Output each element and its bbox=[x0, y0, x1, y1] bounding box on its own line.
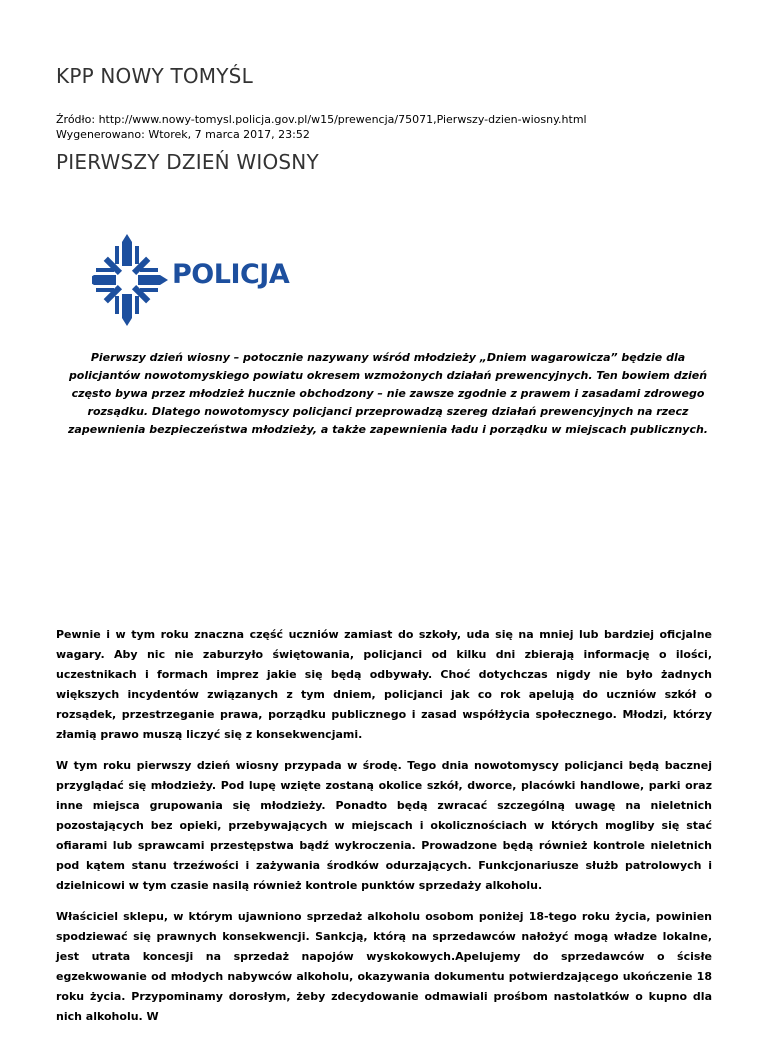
generated-line: Wygenerowano: Wtorek, 7 marca 2017, 23:52 bbox=[56, 128, 310, 141]
article-title: PIERWSZY DZIEŃ WIOSNY bbox=[56, 150, 319, 174]
body-paragraph: W tym roku pierwszy dzień wiosny przypada w środę. Tego dnia nowotomyscy policjanci będą bacznej przyglądać się młodzieży. Pod lupę wzięte zostaną okolice szkół, dworce, placówki handlowe, parki oraz inne miejsca grupowania się młodzieży. Ponadto będą zwracać szczególną uwagę na nieletnich pozostających bez opieki, przebywających w miejscach i okolicznościach w których mogliby się stać ofiarami lub sprawcami przestępstwa bądź wykroczenia. Prowadzone będą również kontrole nieletnich pod kątem stanu trzeźwości i zażywania środków odurzających. Funkcjonariusze służb patrolowych i dzielnicowi w tym czasie nasilą również kontrole punktów sprzedaży alkoholu. bbox=[56, 759, 712, 892]
source-line: Źródło: http://www.nowy-tomysl.policja.gov.pl/w15/prewencja/75071,Pierwszy-dzien-wiosny.html bbox=[56, 113, 587, 126]
body-paragraph: Pewnie i w tym roku znaczna część uczniów zamiast do szkoły, uda się na mniej lub bardziej oficjalne wagary. Aby nic nie zaburzyło świętowania, policjanci od kilku dni zbierają informację o ilości, uczestnikach i formach imprez jakie się będą odbywały. Choć dotychczas nigdy nie było żadnych większych incydentów związanych z tym dniem, policjanci jak co rok apelują do uczniów szkół o rozsądek, przestrzeganie prawa, porządku publicznego i zasad współżycia społecznego. Młodzi, którzy złamią prawo muszą liczyć się z konsekwencjami. bbox=[56, 628, 712, 741]
source-metadata bbox=[56, 112, 587, 142]
body-paragraph: Właściciel sklepu, w którym ujawniono sprzedaż alkoholu osobom poniżej 18-tego roku życia, powinien spodziewać się prawnych konsekwencji. Sankcją, którą na sprzedawców nałożyć mogą władze lokalne, jest utrata koncesji na sprzedaż napojów wyskokowych.Apelujemy do sprzedawców o ścisłe egzekwowanie od młodych nabywców alkoholu, okazywania dokumentu potwierdzającego ukończenie 18 roku życia. Przypominamy dorosłym, żeby zdecydowanie odmawiali prośbom nastolatków o kupno dla nich alkoholu. W bbox=[56, 910, 712, 1023]
article-lead: Pierwszy dzień wiosny – potocznie nazywany wśród młodzieży „Dniem wagarowicza” będzie dla policjantów nowotomyskiego powiatu okresem wzmożonych działań prewencyjnych. Ten bowiem dzień często bywa przez młodzież hucznie obchodzony – nie zawsze zgodnie z prawem i zasadami zdrowego rozsądku. Dlatego nowotomyscy policjanci przeprowadzą szereg działań prewencyjnych na rzecz zapewnienia bezpieczeństwa młodzieży, a także zapewnienia ładu i porządku w miejscach publicznych. bbox=[68, 351, 708, 436]
organization-name: KPP NOWY TOMYŚL bbox=[56, 64, 253, 88]
policja-logo bbox=[92, 233, 290, 328]
logo-wordmark: POLICJA bbox=[172, 259, 290, 290]
article-body bbox=[56, 625, 712, 1038]
